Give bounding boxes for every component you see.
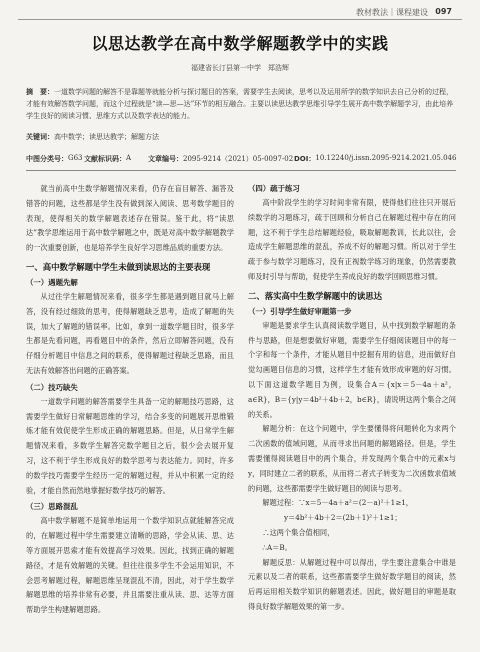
- subsection-2-1-text: 审题是要求学生认真阅读数学题目，从中找到数学解题的条件与思路，但是想要做好审题，需要学生仔细阅读题目中的每一个字和每一个条件，才能从题目中挖掘有用的信息，进而做好自觉勾画题目信息的习惯，这样学生才能有效形成审题的好习惯。以下面这道数学题目为例，设集合A＝{x|x＝5－4a＋a²，a∈R}，B＝{y|y＝4b²＋4b＋2，b∈R}，请说明这两个集合之间的关系。: [248, 320, 456, 419]
- subsection-2-1-heading: （一）引导学生做好审题第一步: [248, 306, 352, 316]
- formula-line-3: ∴这两个集合值相同，: [262, 527, 335, 537]
- formula-line-2: y＝4b²＋4b＋2＝(2b＋1)²＋1≥1；: [284, 513, 402, 523]
- section-2-heading: 二、落实高中生数学解题中的读思达: [248, 290, 382, 301]
- doi-field: [294, 154, 457, 164]
- left-column: [26, 182, 234, 618]
- subsection-1-4-heading: （四）疏于练习: [248, 184, 300, 193]
- header-rule: [18, 19, 462, 20]
- doc-label: 文献标识码：: [84, 155, 126, 163]
- clc-value: G63: [68, 154, 83, 162]
- right-column: [248, 182, 456, 615]
- subsection-1-1-heading: （一）遇题先解: [26, 277, 78, 287]
- subsection-1-3-heading: （三）思路混乱: [26, 502, 78, 512]
- subsection-1-4-text: 高中阶段学生的学习时间非常有限，使得他们往往只开展后续数学的习题练习，疏于回顾和分析自己在解题过程中存在的问题，这不利于学生总结解题经验，吸取解题教训，长此以往，会造成学生解题思维的混乱，养成不好的解题习惯。所以对于学生疏于参与数学习题练习，没有正视数学练习的现象，仍然需要教师及时引导与帮助，促使学生养成良好的数学回顾思维习惯。: [248, 198, 456, 281]
- article-number-value: 2095-9214（2021）05-0097-02: [183, 155, 294, 163]
- doc-field: [84, 154, 132, 164]
- meta-rule: [26, 170, 456, 171]
- doi-label: DOI：: [294, 155, 316, 163]
- formula-line-1: 解题过程：∵x＝5－4a＋a²＝(2－a)²＋1≥1，: [262, 498, 413, 508]
- article-number-field: [148, 154, 294, 164]
- subsection-1-1-text: 从过往学生解题情况来看，很多学生都是遇到题目就马上解答，没有经过细致的思考，使得解题缺乏思考，造成了解题的失误，加大了解题的错误率。比如，拿到一道数学题目时，很多学生都是先看问题，再看题目中的条件，然后立即解答问题，没有仔细分析题目中信息之间的联系，使得解题过程缺乏思路，而且无法有效解答出问题的正确答案。: [26, 291, 234, 375]
- journal-section-label: 教材教法｜课程建设: [356, 8, 428, 17]
- abstract-text: 一道数学问题的解答不是靠题等就能分析与探讨题目的答案，需要学生去阅读，思考以及运用所学的数学知识去自己分析的过程，才能有效解答数学问题，而这个过程就是“读—思—达”环节的相互融合。主要以读思达教学思维引导学生展开高中数学解题学习，由此培养学生良好的阅读习惯、思维方式以及数学表达的能力。: [26, 88, 454, 120]
- keywords-label: 关键词：: [26, 133, 54, 141]
- keywords: [26, 132, 456, 142]
- subsection-1-2-heading: （二）技巧缺失: [26, 382, 78, 392]
- doi-value: 10.12240/j.issn.2095-9214.2021.05.046: [315, 154, 457, 162]
- abstract: [26, 86, 456, 122]
- page-number: 097: [435, 7, 452, 16]
- article-meta: [26, 154, 456, 166]
- intro-paragraph: 就当前高中生数学解题情况来看，仍存在盲目解答、漏答及错答的问题，这些都是学生没有做到深入阅读、思考数学题目的表现，使得相关的数学解题表述存在错误。鉴于此，将“读思达”教学思维运用于高中数学解题之中，既是对高中数学解题教学的一次重要创新，也是培养学生良好学习思维品质的重要方法。: [26, 184, 234, 253]
- formula-line-4: ∴A＝B。: [262, 542, 292, 552]
- clc-field: [26, 154, 83, 164]
- section-1-heading: 一、高中数学解题中学生未做到读思达的主要表现: [26, 261, 211, 272]
- subsection-1-2-text: 一道数学问题的解答需要学生具备一定的解题技巧思路，这需要学生做好日常解题思维的学习，结合多变的问题展开思维锻炼才能有效促使学生形成正确的解题思路。但是，从日常学生解题情况来看，多数学生解答完数学题目之后，很少会去展开复习，这不利于学生形成良好的数学思考与表达能力。同时，许多的数学技巧需要学生经历一定的解题过程，并从中积累一定的经验，才能自然而然地掌握好数学技巧的解答。: [26, 396, 234, 495]
- subsection-1-3-text: 高中数学解题不是简单地运用一个数学知识点就能解答完成的，在解题过程中学生需要建立清晰的思路，学会从读、思、达等方面展开思索才能有效提高学习效果。因此，找到正确的解题路径，才是有效解题的关键。但往往很多学生不会运用知识，不会思考解题过程，解题思维呈现混乱不清，因此，对于学生数学解题思维的培养非常有必要，并且需要注重从读、思、达等方面帮助学生构建解题思路。: [26, 516, 234, 615]
- abstract-label: 摘 要：: [26, 88, 54, 96]
- solution-reflection: 解题反思：从解题过程中可以得出，学生要注意集合中谁是元素以及二者的联系，这些都需要学生做好数学题目的阅读，然后再运用相关数学知识的解题表述。因此，做好题目的审题是取得良好数学解题效果的第一步。: [248, 557, 456, 611]
- author-line: 福建省长汀县第一中学 郑浩辉: [191, 64, 289, 72]
- doc-value: A: [126, 154, 132, 162]
- clc-label: 中图分类号：: [26, 155, 68, 163]
- page-header: [0, 0, 480, 22]
- article-title: 以思达教学在高中数学解题教学中的实践: [91, 34, 389, 53]
- article-number-label: 文章编号：: [148, 155, 183, 163]
- solution-analysis: 解题分析：在这个问题中，学生要懂得将问题转化为求两个二次函数的值域问题，从而寻求出问题的解题路径。但是，学生需要懂得阅读题目中的两个集合，并发现两个集合中的元素x与y，同时建立二者的联系，从而将二者式子转变为二次函数求值域的问题，这些都需要学生做好题目的阅读与思考。: [248, 424, 456, 493]
- keywords-text: 高中数学；读思达教学；解题方法: [54, 133, 159, 141]
